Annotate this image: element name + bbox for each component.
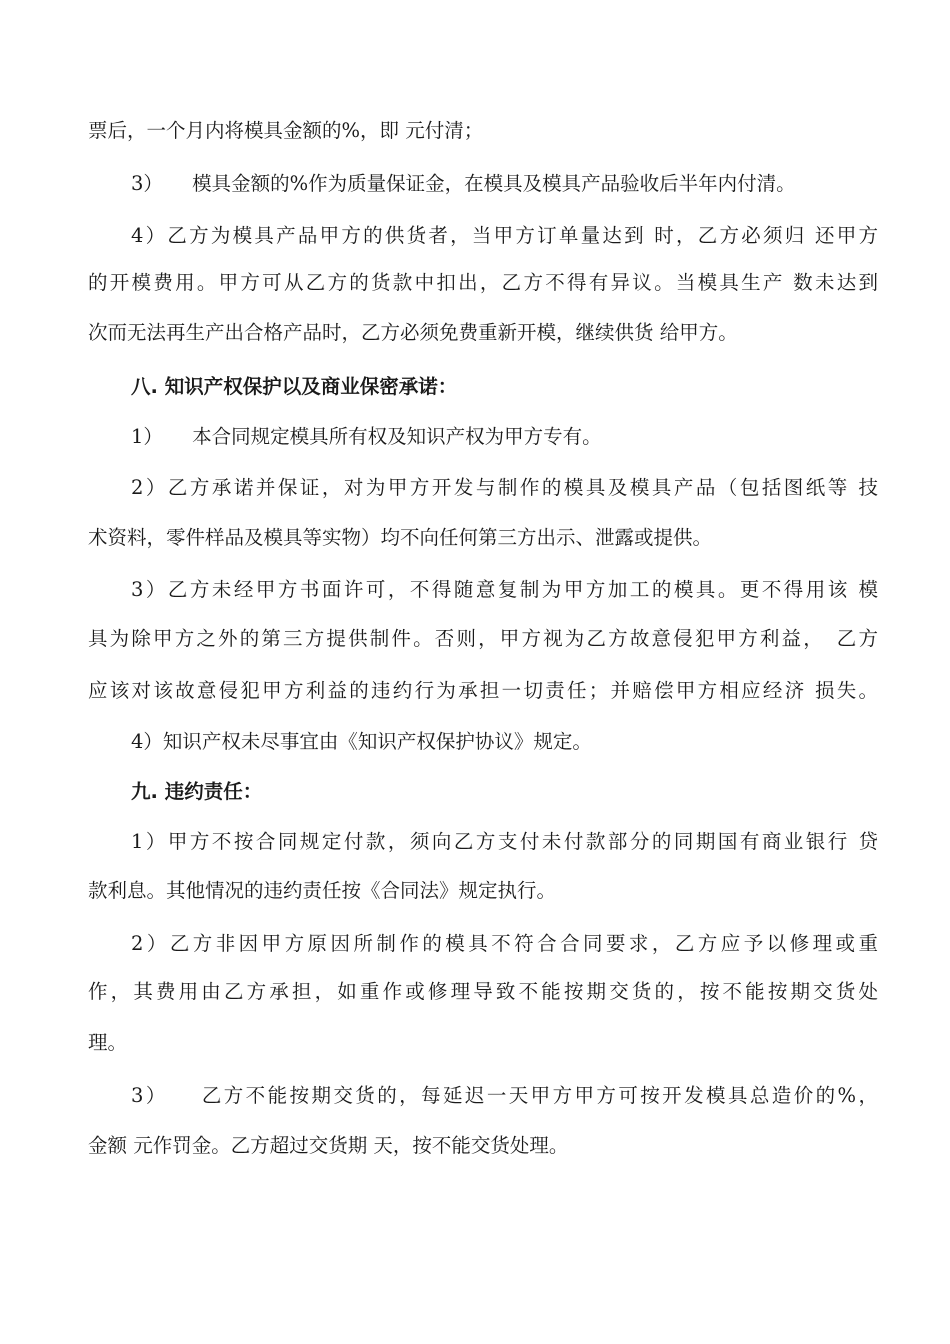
text-line: 金额 元作罚金。乙方超过交货期 天，按不能交货处理。	[88, 1134, 569, 1157]
text-line: 1）甲方不按合同规定付款，须向乙方支付未付款部分的同期国有商业银行 贷	[131, 830, 878, 853]
text-line: 次而无法再生产出合格产品时，乙方必须免费重新开模，继续供货 给甲方。	[88, 321, 738, 344]
text-line: 款利息。其他情况的违约责任按《合同法》规定执行。	[88, 879, 557, 902]
text-line: 4）乙方为模具产品甲方的供货者，当甲方订单量达到 时，乙方必须归 还甲方	[131, 224, 878, 247]
text-line: 2）乙方非因甲方原因所制作的模具不符合合同要求，乙方应予以修理或重	[131, 932, 878, 955]
text-line: 2）乙方承诺并保证，对为甲方开发与制作的模具及模具产品（包括图纸等 技	[131, 476, 878, 499]
text-line: 的开模费用。甲方可从乙方的货款中扣出，乙方不得有异议。当模具生产 数未达到	[88, 271, 878, 294]
section-heading: 八. 知识产权保护以及商业保密承诺：	[131, 375, 458, 398]
text-line: 3） 乙方不能按期交货的，每延迟一天甲方甲方可按开发模具总造价的%，	[131, 1084, 878, 1107]
text-line: 1） 本合同规定模具所有权及知识产权为甲方专有。	[131, 425, 602, 448]
text-line: 3）乙方未经甲方书面许可，不得随意复制为甲方加工的模具。更不得用该 模	[131, 578, 878, 601]
text-line: 术资料，零件样品及模具等实物）均不向任何第三方出示、泄露或提供。	[88, 526, 713, 549]
text-line: 票后，一个月内将模具金额的%，即 元付清；	[88, 119, 484, 142]
text-line: 理。	[88, 1031, 128, 1054]
text-line: 3） 模具金额的%作为质量保证金，在模具及模具产品验收后半年内付清。	[131, 172, 796, 195]
section-heading: 九. 违约责任：	[131, 780, 263, 803]
text-line: 应该对该故意侵犯甲方利益的违约行为承担一切责任；并赔偿甲方相应经济 损失。	[88, 679, 878, 702]
text-line: 4）知识产权未尽事宜由《知识产权保护协议》规定。	[131, 730, 592, 753]
text-line: 具为除甲方之外的第三方提供制件。否则，甲方视为乙方故意侵犯甲方利益， 乙方	[88, 627, 878, 650]
text-line: 作，其费用由乙方承担，如重作或修理导致不能按期交货的，按不能按期交货处	[88, 980, 878, 1003]
